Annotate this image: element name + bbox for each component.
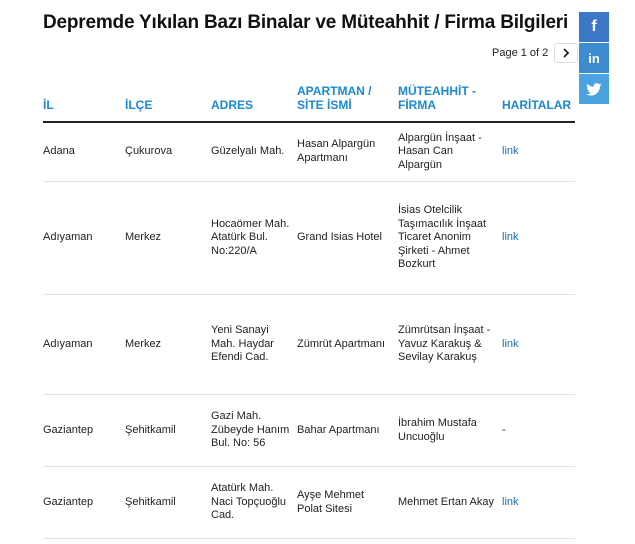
page-title: Depremde Yıkılan Bazı Binalar ve Müteahhit / Firma Bilgileri [43, 12, 569, 33]
cell-apartman: Grand Isias Hotel [297, 182, 398, 295]
column-header-adres[interactable]: ADRES [211, 84, 297, 122]
next-page-button[interactable] [554, 43, 578, 63]
cell-apartman: Ayşe Mehmet Polat Sitesi [297, 467, 398, 539]
column-header-il[interactable]: İL [43, 84, 125, 122]
cell-adres: Güzelyalı Mah. [211, 122, 297, 182]
cell-il: Gaziantep [43, 395, 125, 467]
cell-adres: Gazi Mah. Zübeyde Hanım Bul. No: 56 [211, 395, 297, 467]
column-header-apartman[interactable]: APARTMAN / SİTE İSMİ [297, 84, 398, 122]
cell-ilce: Çukurova [125, 122, 211, 182]
twitter-icon [586, 83, 602, 96]
cell-apartman: Hasan Alpargün Apartmanı [297, 122, 398, 182]
page-indicator: Page 1 of 2 [492, 47, 549, 59]
twitter-share-button[interactable] [579, 74, 609, 104]
cell-il: Adana [43, 122, 125, 182]
buildings-table [43, 84, 575, 539]
cell-harita: - [502, 395, 575, 467]
chevron-right-icon [562, 48, 570, 58]
cell-ilce: Şehitkamil [125, 467, 211, 539]
map-link[interactable]: link [502, 182, 575, 295]
table-header-row [43, 84, 575, 122]
pagination [492, 43, 578, 63]
linkedin-share-button[interactable] [579, 43, 609, 73]
cell-ilce: Şehitkamil [125, 395, 211, 467]
cell-il: Adıyaman [43, 295, 125, 395]
table-row [43, 182, 575, 295]
table-row [43, 122, 575, 182]
table-row [43, 295, 575, 395]
cell-muteahhit: Zümrütsan İnşaat - Yavuz Karakuş & Sevilay Karakuş [398, 295, 502, 395]
cell-apartman: Zümrüt Apartmanı [297, 295, 398, 395]
cell-ilce: Merkez [125, 182, 211, 295]
share-bar [579, 12, 609, 105]
cell-adres: Atatürk Mah. Naci Topçuoğlu Cad. [211, 467, 297, 539]
cell-adres: Hocaömer Mah. Atatürk Bul. No:220/A [211, 182, 297, 295]
cell-il: Adıyaman [43, 182, 125, 295]
cell-muteahhit: Mehmet Ertan Akay [398, 467, 502, 539]
cell-muteahhit: Alpargün İnşaat - Hasan Can Alpargün [398, 122, 502, 182]
cell-il: Gaziantep [43, 467, 125, 539]
column-header-muteahhit[interactable]: MÜTEAHHİT - FİRMA [398, 84, 502, 122]
map-link[interactable]: link [502, 122, 575, 182]
cell-apartman: Bahar Apartmanı [297, 395, 398, 467]
table-row [43, 467, 575, 539]
cell-muteahhit: İbrahim Mustafa Uncuoğlu [398, 395, 502, 467]
cell-adres: Yeni Sanayi Mah. Haydar Efendi Cad. [211, 295, 297, 395]
table-row [43, 395, 575, 467]
column-header-haritalar[interactable]: HARİTALAR [502, 84, 575, 122]
cell-ilce: Merkez [125, 295, 211, 395]
cell-muteahhit: İsias Otelcilik Taşımacılık İnşaat Ticaret Anonim Şirketi - Ahmet Bozkurt [398, 182, 502, 295]
map-link[interactable]: link [502, 467, 575, 539]
facebook-icon: f [591, 18, 597, 35]
map-link[interactable]: link [502, 295, 575, 395]
facebook-share-button[interactable] [579, 12, 609, 42]
column-header-ilce[interactable]: İLÇE [125, 84, 211, 122]
linkedin-icon: in [588, 50, 600, 66]
